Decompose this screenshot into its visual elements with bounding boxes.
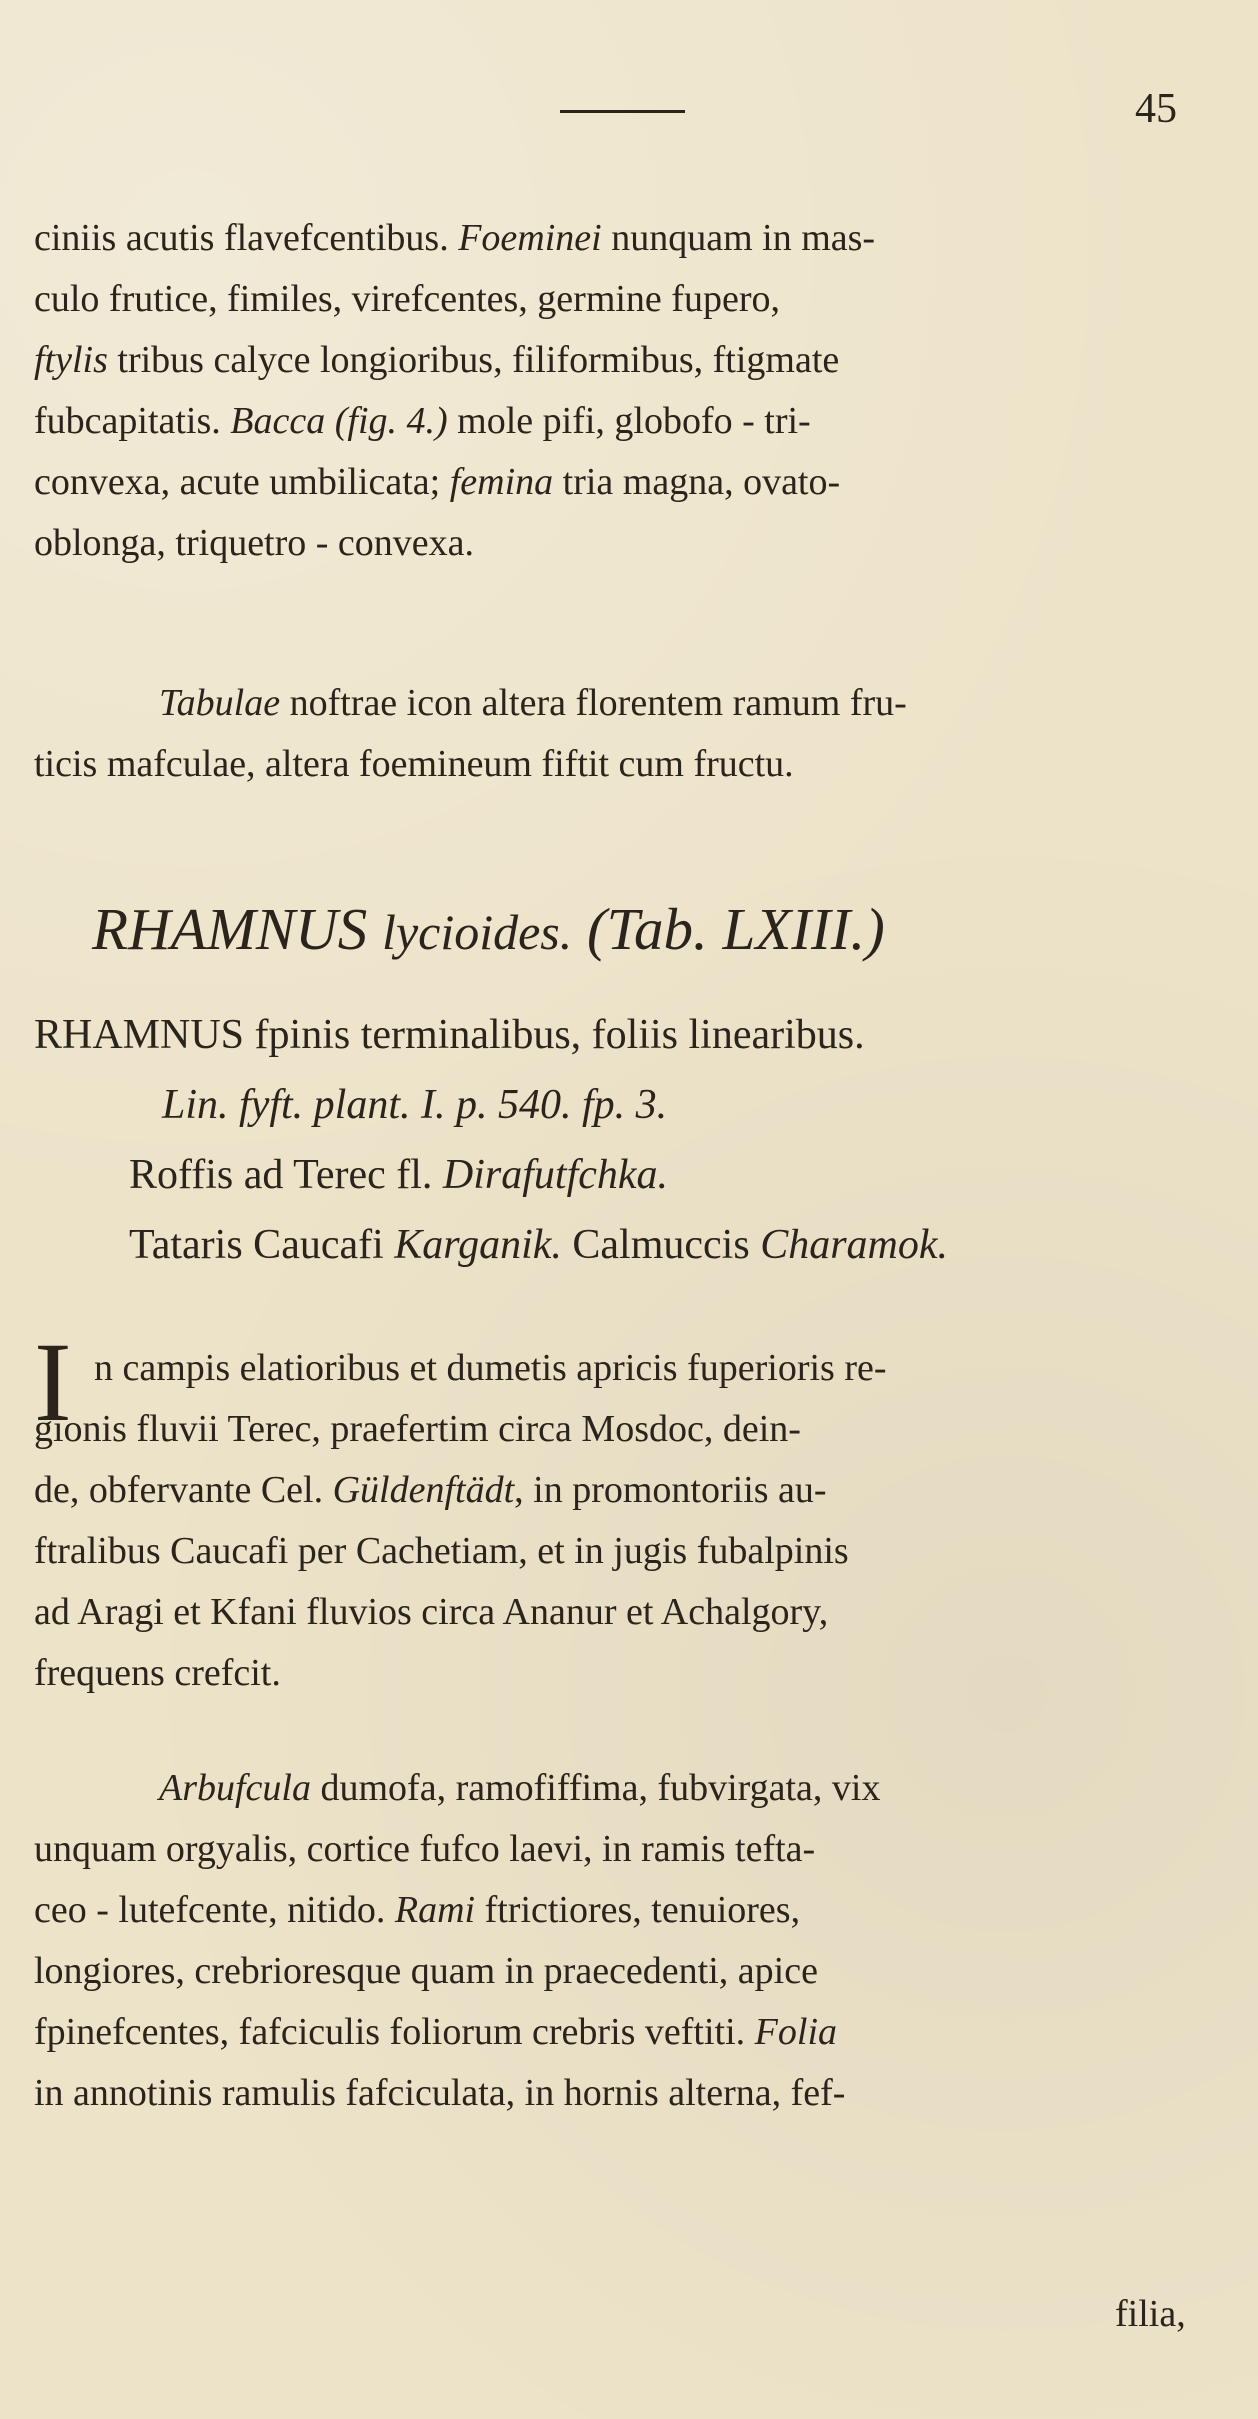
text-run: culo frutice, fimiles, virefcentes, germine fupero, xyxy=(34,278,780,320)
text-run: ceo - lutefcente, nitido. xyxy=(34,1889,395,1931)
text-run: in annotinis ramulis fafciculata, in hornis alterna, fef- xyxy=(34,2072,846,2114)
synonym-line-4 xyxy=(34,1210,1224,1280)
paragraph-2-line-5 xyxy=(34,1582,1224,1643)
synonyms-block xyxy=(34,1000,1224,1280)
paragraph-1b-line-1 xyxy=(34,673,1224,734)
text-run: Folia xyxy=(754,2011,837,2053)
text-run: ftylis xyxy=(34,339,108,381)
synonym-line-1: RHAMNUS fpinis terminalibus, foliis linearibus. xyxy=(34,1012,865,1058)
text-run: oblonga, triquetro - convexa. xyxy=(34,522,475,564)
text-run: mole pifi, globofo - tri- xyxy=(447,400,811,442)
text-run: ad Aragi et Kfani fluvios circa Ananur et Achalgory, xyxy=(34,1591,829,1633)
text-run: Güldenftädt xyxy=(332,1469,515,1511)
text-run: n campis elatioribus et dumetis apricis fuperioris re- xyxy=(94,1347,887,1389)
text-run: tria magna, ovato- xyxy=(553,461,841,503)
text-run: Tabulae xyxy=(159,682,281,724)
species-heading xyxy=(92,896,885,962)
paragraph-2-line-3 xyxy=(34,1460,1224,1521)
paragraph-3 xyxy=(34,1758,1224,2124)
text-run: tribus calyce longioribus, filiformibus, ftigmate xyxy=(107,339,840,381)
text-run: Bacca (fig. 4.) xyxy=(230,400,448,442)
text-run: dumofa, ramofiffima, fubvirgata, vix xyxy=(310,1767,881,1809)
text-run: , in promontoriis au- xyxy=(514,1469,827,1511)
text-run: Foeminei xyxy=(458,217,602,259)
text-run: fpinefcentes, fafciculis foliorum crebris veftiti. xyxy=(34,2011,755,2053)
catchword: filia, xyxy=(1115,2293,1186,2335)
paragraph-1-line-2 xyxy=(34,269,1224,330)
paragraph-1-line-3 xyxy=(34,330,1224,391)
paragraph-3-line-4 xyxy=(34,1941,1224,2002)
text-run: femina xyxy=(449,461,554,503)
paragraph-2-line-6 xyxy=(34,1643,1224,1704)
dropcap: I xyxy=(34,1320,72,1445)
paragraph-2 xyxy=(34,1338,1224,1704)
paragraph-3-line-2 xyxy=(34,1819,1224,1880)
paragraph-1b-line-2 xyxy=(34,734,1224,795)
text-run: Tataris Caucafi xyxy=(129,1222,395,1268)
text-run: Rami xyxy=(394,1889,476,1931)
synonym-line-3 xyxy=(34,1140,1224,1210)
paragraph-3-line-6 xyxy=(34,2063,1224,2124)
paragraph-1b xyxy=(34,673,1224,795)
text-run: noftrae icon altera florentem ramum fru- xyxy=(280,682,907,724)
paragraph-3-line-1 xyxy=(34,1758,1224,1819)
paragraph-1-line-6 xyxy=(34,513,1224,574)
text-run: de, obfervante Cel. xyxy=(34,1469,333,1511)
paragraph-2-line-4 xyxy=(34,1521,1224,1582)
species-name: lycioides. xyxy=(382,904,573,960)
text-run: nunquam in mas- xyxy=(601,217,876,259)
paragraph-1 xyxy=(34,208,1224,574)
text-run: ftralibus Caucafi per Cachetiam, et in jugis fubalpinis xyxy=(34,1530,849,1572)
paragraph-1-line-1 xyxy=(34,208,1224,269)
text-run: Roffis ad Terec fl. xyxy=(129,1152,443,1198)
paragraph-2-line-2 xyxy=(34,1399,1224,1460)
text-run: gionis fluvii Terec, praefertim circa Mosdoc, dein- xyxy=(34,1408,801,1450)
synonym-line-2: Lin. fyft. plant. I. p. 540. fp. 3. xyxy=(162,1082,668,1128)
genus-name: RHAMNUS xyxy=(92,896,368,962)
text-run: unquam orgyalis, cortice fufco laevi, in ramis tefta- xyxy=(34,1828,816,1870)
paragraph-1-line-4 xyxy=(34,391,1224,452)
text-run: convexa, acute umbilicata; xyxy=(34,461,450,503)
text-run: Charamok. xyxy=(760,1222,949,1268)
text-run: frequens crefcit. xyxy=(34,1652,281,1694)
paragraph-3-line-3 xyxy=(34,1880,1224,1941)
text-run: fubcapitatis. xyxy=(34,400,231,442)
text-run: Dirafutfchka. xyxy=(442,1152,669,1198)
page-number: 45 xyxy=(1135,86,1177,132)
text-run: ciniis acutis flavefcentibus. xyxy=(34,217,459,259)
text-run: ftrictiores, tenuiores, xyxy=(475,1889,801,1931)
text-run: longiores, crebrioresque quam in praecedenti, apice xyxy=(34,1950,818,1992)
text-run: Karganik. xyxy=(394,1222,562,1268)
text-run: Calmuccis xyxy=(561,1222,761,1268)
paragraph-1-line-5 xyxy=(34,452,1224,513)
plate-reference: (Tab. LXIII.) xyxy=(587,896,885,962)
paragraph-2-line-1 xyxy=(34,1338,1224,1399)
header-rule xyxy=(560,110,685,113)
paragraph-3-line-5 xyxy=(34,2002,1224,2063)
text-run: ticis mafculae, altera foemineum fiftit cum fructu. xyxy=(34,743,794,785)
text-run: Arbufcula xyxy=(159,1767,311,1809)
